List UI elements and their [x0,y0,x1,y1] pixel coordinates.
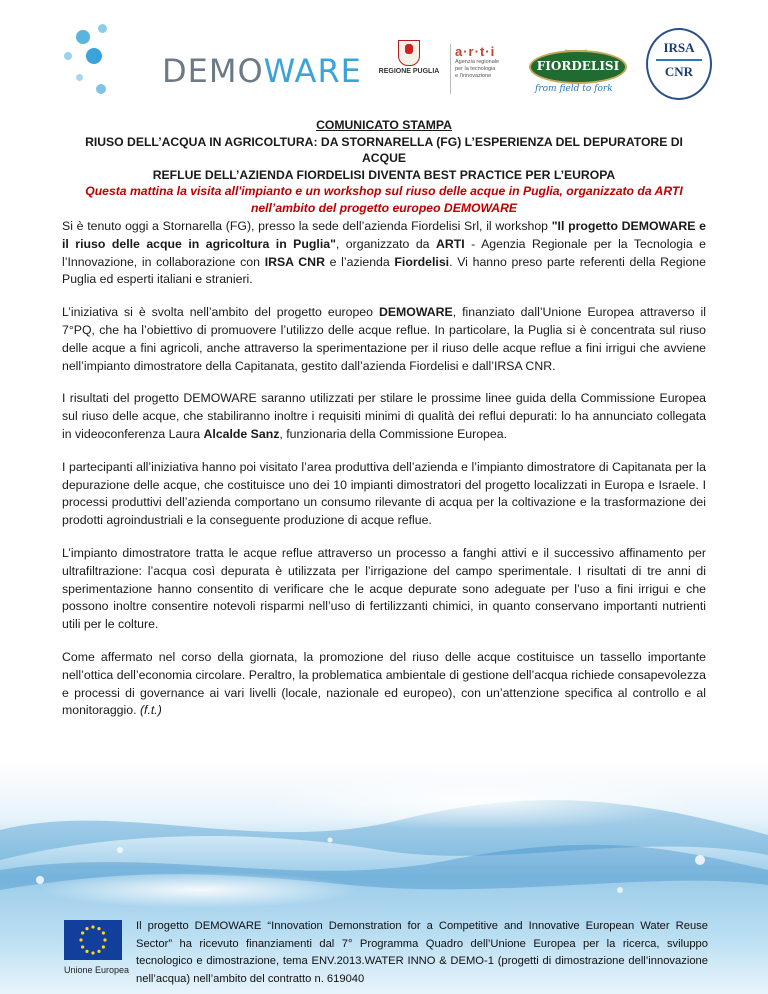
press-release-kicker: COMUNICATO STAMPA [316,118,452,132]
funding-statement: Il progetto DEMOWARE “Innovation Demonstration for a Competitive and Innovative European Water Reuse Sector” ha ricevuto finanziamenti dal 7° Programma Quadro dell’Unione Europea per la ricerca, sviluppo tecnologico e dimostrazione, tema ENV.2013.WATER INNO & DEMO-1 (progetti di dimostrazione dell’innovazione nell’acqua) nell’ambito del contratto n. 619040 [136,920,708,985]
irsa-cnr-logo [646,28,712,100]
fiordelisi-name: FIORDELISI [536,59,620,73]
paragraph-2: L’iniziativa si è svolta nell’ambito del progetto europeo DEMOWARE, finanziato dall’Unione Europea attraverso il 7°PQ, che ha l’obiettivo di promuovere l’utilizzo delle acque reflue. In particolare, la Puglia si è concentrata sul riuso delle acque a fini agricoli, anche attraverso la sperimentazione per il riuso delle acque reflue a fini irrigui che avviene nell’impianto dimostratore della Capitanata, gestito dall’azienda Fiordelisi e dall’IRSA CNR. [62,305,706,373]
eu-label: Unione Europea [64,965,130,975]
demoware-logo-part1: DEMO [162,52,264,90]
regione-label: REGIONE PUGLIA [378,68,440,75]
arti-name: a·r·t·i [455,44,496,59]
header [0,0,768,112]
paragraph-6: Come affermato nel corso della giornata, la promozione del riuso delle acque costituisce un tassello importante nell’ottica dell’economia circolare. Peraltro, la problematica ambientale di gestione dell’acqua richiede consapevolezza e processi di governance ai vari livelli (locale, nazionale ed europeo), con un’attenzione specifica al controllo e al monitoraggio. (f.t.) [62,649,706,718]
subheadline-line-2: nell’ambito del progetto europeo DEMOWARE [250,200,518,215]
fiordelisi-logo [527,38,627,96]
subheadline-line-1: Questa mattina la visita all'impianto e un workshop sul riuso delle acque in Puglia, organizzato da ARTI [85,184,683,198]
demoware-logo [62,22,362,102]
regione-crest-icon [398,40,420,66]
arti-sub-1: Agenzia regionale [455,59,500,65]
paragraph-1: Si è tenuto oggi a Stornarella (FG), presso la sede dell’azienda Fiordelisi Srl, il workshop "Il progetto DEMOWARE e il riuso delle acque in agricoltura in Puglia", organizzato da ARTI - Agenzia Regionale per la Tecnologia e l’Innovazione, in collaborazione con IRSA CNR e l’azienda Fiordelisi. Vi hanno preso parte referenti della Regione Puglia ed esperti italiani e stranieri. [62,219,706,287]
headline-line-1: RIUSO DELL’ACQUA IN AGRICOLTURA: DA STORNARELLA (FG) L’ESPERIENZA DEL DEPURATORE DI ACQUE [85,134,683,165]
irsa-bottom: CNR [664,64,694,79]
regione-puglia-logo [374,40,444,90]
arti-sub-2: per la tecnologia [455,66,496,72]
article-body [62,218,706,735]
fiordelisi-tagline: from field to fork [535,84,613,94]
demoware-logo-part2: WARE [263,52,362,90]
headline-line-2: REFLUE DELL’AZIENDA FIORDELISI DIVENTA BEST PRACTICE PER L’EUROPA [152,167,616,182]
arti-sub-3: e l'innovazione [455,73,492,79]
irsa-top: IRSA [663,40,695,55]
paragraph-4: I partecipanti all’iniziativa hanno poi visitato l’area produttiva dell’azienda e l’impianto dimostratore di Capitanata per la depurazione delle acque, che costituisce uno dei 10 impianti dimostratori del progetto localizzati in Europa e Israele. I processi produttivi dell’azienda comportano un consumo rilevante di acqua per la coltivazione e la trasformazione dei prodotti agroindustriali e la conseguente produzione di acque reflue. [62,459,706,528]
eu-flag-icon [64,920,122,960]
title-block [62,117,706,216]
arti-logo [450,44,525,94]
paragraph-3: I risultati del progetto DEMOWARE saranno utilizzati per stilare le prossime linee guida della Commissione Europea sul riuso delle acque, che stabiliranno inoltre i requisiti minimi di qualità dei reflui depurati: lo ha annunciato collegata in videoconferenza Laura Alcalde Sanz, funzionaria della Commissione Europea. [62,391,706,441]
paragraph-5: L’impianto dimostratore tratta le acque reflue attraverso un processo a fanghi attivi e il successivo affinamento per ultrafiltrazione: l’acqua così depurata è utilizzata per l’irrigazione del campo sperimentale. I risultati di tre anni di sperimentazione hanno consentito di verificare che le acque depurate sono adeguate per l’uso a fini irrigui e che possono inoltre consentire notevoli risparmi nell’uso di fertilizzanti chimici, in quanto conservano importanti nutrienti utili per le colture. [62,545,706,632]
